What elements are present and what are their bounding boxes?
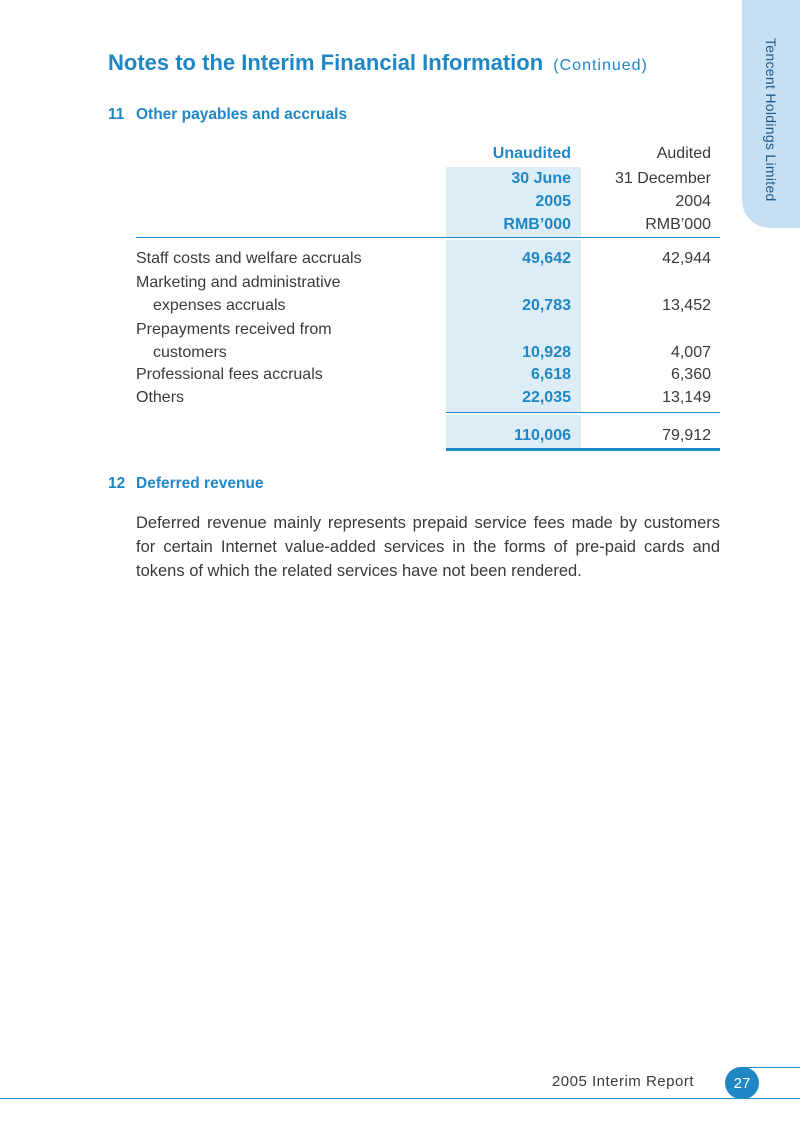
col-2005-date: 30 June	[511, 170, 571, 187]
col-2004-status: Audited	[656, 145, 711, 162]
total-rule	[446, 448, 720, 451]
side-tab-label-wrap	[742, 0, 800, 228]
row-label: Staff costs and welfare accruals	[136, 250, 362, 267]
footer-rule-right	[742, 1067, 800, 1068]
section-11-heading	[108, 106, 347, 124]
page-title-continued: (Continued)	[553, 57, 648, 74]
page-title-main: Notes to the Interim Financial Information	[108, 50, 544, 75]
row-label-cont: expenses accruals	[153, 297, 286, 314]
row-value-2004: 13,452	[662, 297, 711, 314]
col-2004-unit: RMB’000	[645, 216, 711, 233]
total-value-2004: 79,912	[662, 427, 711, 444]
row-value-2004: 6,360	[670, 366, 711, 383]
row-label: Marketing and administrative	[136, 274, 341, 291]
row-value-2005: 22,035	[522, 389, 571, 406]
side-tab-label: Tencent Holdings Limited	[763, 38, 779, 202]
col-2005-status: Unaudited	[492, 145, 571, 162]
total-value-2005: 110,006	[514, 427, 571, 444]
col-2005-unit: RMB’000	[503, 216, 571, 233]
page-title	[108, 50, 648, 76]
row-value-2004: 4,007	[670, 344, 711, 361]
section-11-title: Other payables and accruals	[136, 106, 348, 123]
section-11-number: 11	[108, 106, 125, 123]
section-12-title: Deferred revenue	[136, 475, 264, 492]
section-12-heading	[108, 475, 264, 493]
row-label: Others	[136, 389, 185, 406]
row-value-2005: 49,642	[522, 250, 571, 267]
row-value-2004: 13,149	[662, 389, 711, 406]
row-value-2004: 42,944	[662, 250, 711, 267]
section-12-number: 12	[108, 475, 126, 492]
footer-report-title: 2005 Interim Report	[551, 1073, 694, 1090]
col-2004-date: 31 December	[614, 170, 711, 187]
row-value-2005: 10,928	[522, 344, 571, 361]
page-number: 27	[725, 1067, 759, 1099]
col-2005-year: 2005	[535, 193, 571, 210]
deferred-revenue-paragraph: Deferred revenue mainly represents prepaid service fees made by customers for certain Internet value-added services in the forms of pre-paid cards and tokens of which the related services have not been rendered.	[136, 514, 720, 580]
header-rule	[136, 237, 720, 238]
subtotal-rule	[446, 412, 720, 413]
row-label: Prepayments received from	[136, 321, 332, 338]
row-value-2005: 20,783	[522, 297, 571, 314]
row-label: Professional fees accruals	[136, 366, 323, 383]
footer-rule	[0, 1098, 800, 1099]
row-label-cont: customers	[153, 344, 227, 361]
col-2004-year: 2004	[675, 193, 711, 210]
row-value-2005: 6,618	[530, 366, 571, 383]
